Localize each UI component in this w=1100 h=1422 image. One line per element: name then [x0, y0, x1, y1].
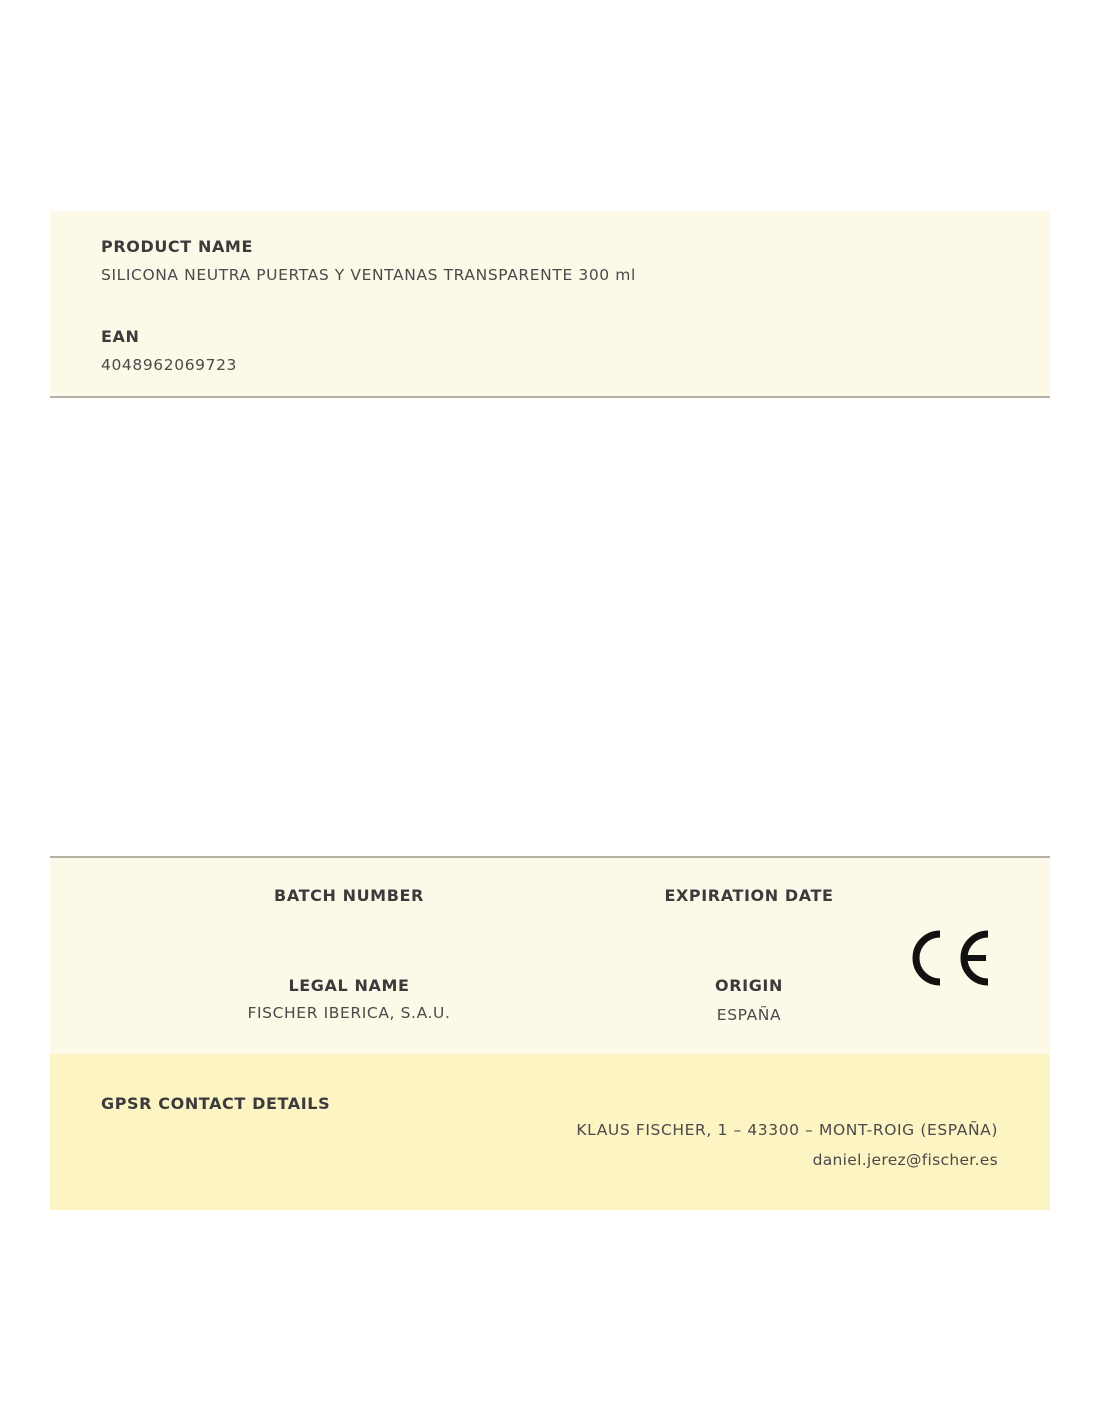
product-name-label: PRODUCT NAME: [101, 237, 253, 256]
product-name-value: SILICONA NEUTRA PUERTAS Y VENTANAS TRANSPARENTE 300 ml: [101, 266, 636, 284]
ce-mark-icon: [908, 928, 992, 988]
product-section: [50, 211, 1050, 398]
batch-number-label: BATCH NUMBER: [274, 886, 424, 905]
legal-name-label: LEGAL NAME: [288, 976, 410, 995]
origin-label: ORIGIN: [715, 976, 783, 995]
gpsr-email: daniel.jerez@fischer.es: [812, 1151, 998, 1169]
expiration-date-label: EXPIRATION DATE: [664, 886, 834, 905]
ean-label: EAN: [101, 327, 140, 346]
gpsr-section: [50, 1054, 1050, 1210]
legal-name-value: FISCHER IBERICA, S.A.U.: [247, 1004, 451, 1022]
gpsr-address: KLAUS FISCHER, 1 – 43300 – MONT-ROIG (ESPAÑA): [576, 1121, 998, 1139]
origin-value: ESPAÑA: [716, 1006, 782, 1024]
ean-value: 4048962069723: [101, 356, 238, 374]
gpsr-contact-label: GPSR CONTACT DETAILS: [101, 1094, 331, 1113]
info-section: [50, 856, 1050, 1056]
